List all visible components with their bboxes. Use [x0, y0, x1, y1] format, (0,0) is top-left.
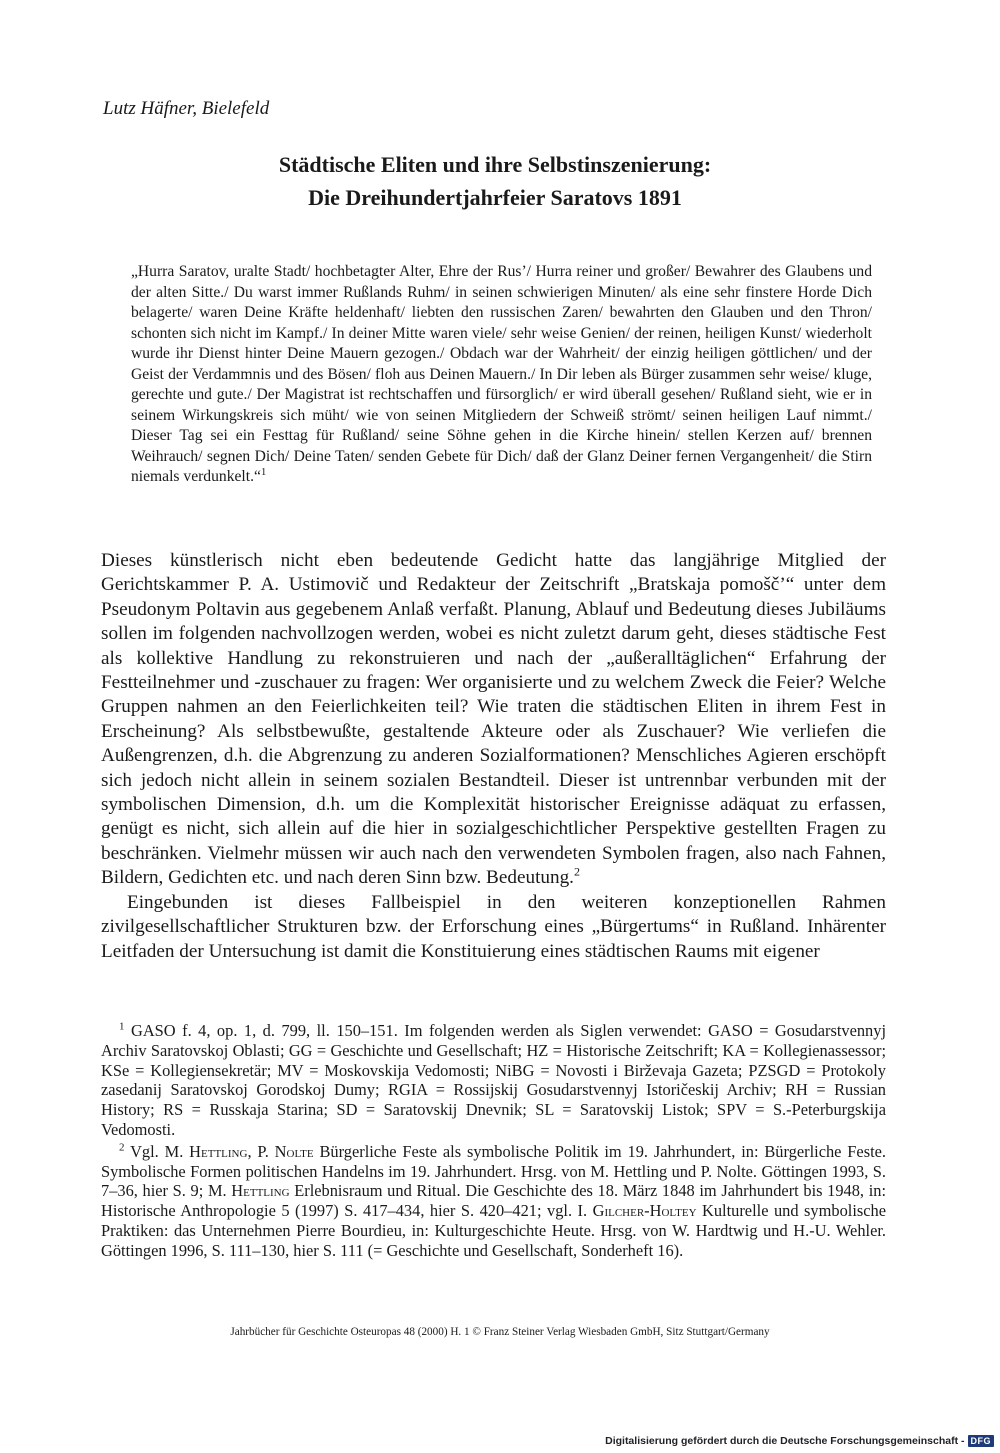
dfg-logo: DFG: [968, 1435, 995, 1447]
body-paragraph-1: [101, 549, 886, 891]
footnote-ref-1[interactable]: 1: [260, 465, 267, 478]
digitization-credit: [605, 1433, 994, 1449]
footnotes: [101, 1021, 886, 1263]
footnote-2-author-4: Gilcher-Holtey: [592, 1201, 697, 1221]
footnote-2: [101, 1142, 886, 1261]
footnote-1-text: GASO f. 4, op. 1, d. 799, ll. 150–151. Im folgenden werden als Siglen verwendet: GASO = Gosudarstvennyj Archiv Saratovskoj Oblasti; GG = Geschichte und Gesellschaft; HZ = Historische Zeitschrift; KA = Kollegienassessor; KSe = Kollegiensekretär; MV = Moskovskija Vedomosti; NiBG = Novosti i Birževaja Gazeta; PZSGD = Protokoly zasedanij Saratovskoj Gorodskoj Dumy; RGIA = Rossijskij Gosudarstvennyj Istoričeskij Archiv; RH = Russian History; RS = Russkaja Starina; SD = Saratovskij Dnevnik; SL = Saratovskij Listok; SPV = S.-Peterburgskija Vedomosti.: [101, 1021, 886, 1139]
footnote-2-text-d: Erlebnisraum und Ritual. Die Geschichte des 18. März 1848 im Jahrhundert bis 1948, in: Historische Anthropologie 5 (1997) S. 417–434, hier S. 420–421; vgl. I.: [101, 1181, 886, 1221]
quote-text: „Hurra Saratov, uralte Stadt/ hochbetagter Alter, Ehre der Rus’/ Hurra reiner und großer/ Bewahrer des Glaubens und der alten Sitte./ Du warst immer Rußlands Ruhm/ in seinen schwierigen Minuten/ als eine sehr finstere Horde Dich belagerte/ waren Deine Kräfte heldenhaft/ liebten den russischen Zaren/ bewahrten den Glauben und den Thron/ schonten sich nicht im Kampf./ In deiner Mitte waren viele/ sehr weise Genien/ der reinen, heiligen Kunst/ wiederholt wurde ihr Dienst hinter Deine Mauern gezogen./ Obdach war der Wahrheit/ der einzig heiligen göttlichen/ und der Geist der Verdammnis und des Bösen/ floh aus Deinen Mauern./ In Dir leben als Bürger zusammen sehr weise/ kluge, gerechte und gute./ Der Magistrat ist rechtschaffen und fürsorglich/ er wird überall gesehen/ Rußland sieht, wie er in seinem Wirkungskreis sich müht/ wie von seinen Mitgliedern der Schweiß strömt/ seinen heiligen Lauf nimmt./ Dieser Tag sei ein Festtag für Rußland/ seine Söhne gehen in die Kirche hinein/ stellen Kerzen auf/ brennen Weihrauch/ segnen Dich/ Deine Taten/ senden Gebete für Dich/ daß der Glanz Deiner fernen Vergangenheit/ die Stirn niemals verdunkelt.“: [131, 263, 872, 485]
footnote-1: [101, 1021, 886, 1140]
footnote-2-marker: 2: [119, 1141, 125, 1154]
footnote-ref-2[interactable]: 2: [573, 864, 580, 879]
body-paragraph-1-text: Dieses künstlerisch nicht eben bedeutende Gedicht hatte das langjährige Mitglied der Gerichtskammer P. A. Ustimovič und Redakteur der Zeitschrift „Bratskaja pomošč’“ unter dem Pseudonym Poltavin aus gegebenem Anlaß verfaßt. Planung, Ablauf und Bedeutung dieses Jubiläums sollen im folgenden nachvollzogen werden, wobei es nicht zuletzt darum geht, dieses städtische Fest als kollektive Handlung zu rekonstruieren und nach der „außeralltäglichen“ Erfahrung der Festteilnehmer und -zuschauer zu fragen: Wer organisierte und zu welchem Zweck die Feier? Welche Gruppen nahmen an den Feierlichkeiten teil? Wie traten die städtischen Eliten in ihrem Fest in Erscheinung? Als selbstbewußte, gestaltende Akteure oder als Zuschauer? Wie verliefen die Außengrenzen, d.h. die Abgrenzung zu anderen Sozialformationen? Menschliches Agieren erschöpft sich jedoch nicht allein in seinem sozialen Bestandteil. Dieser ist untrennbar verbunden mit der symbolischen Dimension, d.h. um die Komplexität historischer Ereignisse adäquat zu erfassen, genügt es nicht, sich allein auf die hier in sozialgeschichtlicher Perspektive gestellten Fragen zu beschränken. Vielmehr müssen wir auch nach den verwendeten Symbolen fragen, also nach Fahnen, Bildern, Gedichten etc. und nach deren Sinn bzw. Bedeutung.: [101, 550, 886, 889]
footnote-1-marker: 1: [119, 1020, 125, 1033]
digitization-note: Digitalisierung gefördert durch die Deutsche Forschungsgemeinschaft -: [605, 1435, 965, 1447]
body-text: [101, 549, 886, 964]
article-title: [100, 148, 890, 214]
footnote-2-author-3: Hettling: [231, 1181, 290, 1201]
title-line-2: Die Dreihundertjahrfeier Saratovs 1891: [308, 185, 682, 210]
epigraph-quote: [131, 262, 872, 488]
footnote-2-text-b: , P.: [247, 1141, 275, 1161]
author-line: Lutz Häfner, Bielefeld: [103, 98, 270, 119]
journal-footer: Jahrbücher für Geschichte Osteuropas 48 (2000) H. 1 © Franz Steiner Verlag Wiesbaden GmbH, Sitz Stuttgart/Germany: [230, 1326, 770, 1338]
footnote-2-author-1: Hettling: [189, 1141, 248, 1161]
title-line-1: Städtische Eliten und ihre Selbstinszenierung:: [278, 152, 712, 177]
footnote-2-text-c: Bürgerliche Feste als symbolische Politik im 19. Jahrhundert, in: Bürgerliche Feste. Symbolische Formen politischen Handelns im 19. Jahrhundert. Hrsg. von M. Hettling und P. Nolte. Göttingen 1993, S. 7–36, hier S. 9; M.: [101, 1141, 886, 1201]
body-paragraph-2: Eingebunden ist dieses Fallbeispiel in den weiteren konzeptionellen Rahmen zivilgesellschaftlicher Strukturen bzw. der Erforschung eines „Bürgertums“ in Rußland. Inhärenter Leitfaden der Untersuchung ist damit die Konstituierung eines städtischen Raums mit eigener: [101, 891, 886, 962]
footnote-2-author-2: Nolte: [274, 1141, 314, 1161]
footnote-2-text-a: Vgl. M.: [130, 1141, 190, 1161]
footnote-2-text-e: Kulturelle und symbolische Praktiken: das Unternehmen Pierre Bourdieu, in: Kulturgeschichte Heute. Hrsg. von W. Hardtwig und H.-U. Wehler. Göttingen 1996, S. 111–130, hier S. 111 (= Geschichte und Gesellschaft, Sonderheft 16).: [101, 1201, 886, 1260]
